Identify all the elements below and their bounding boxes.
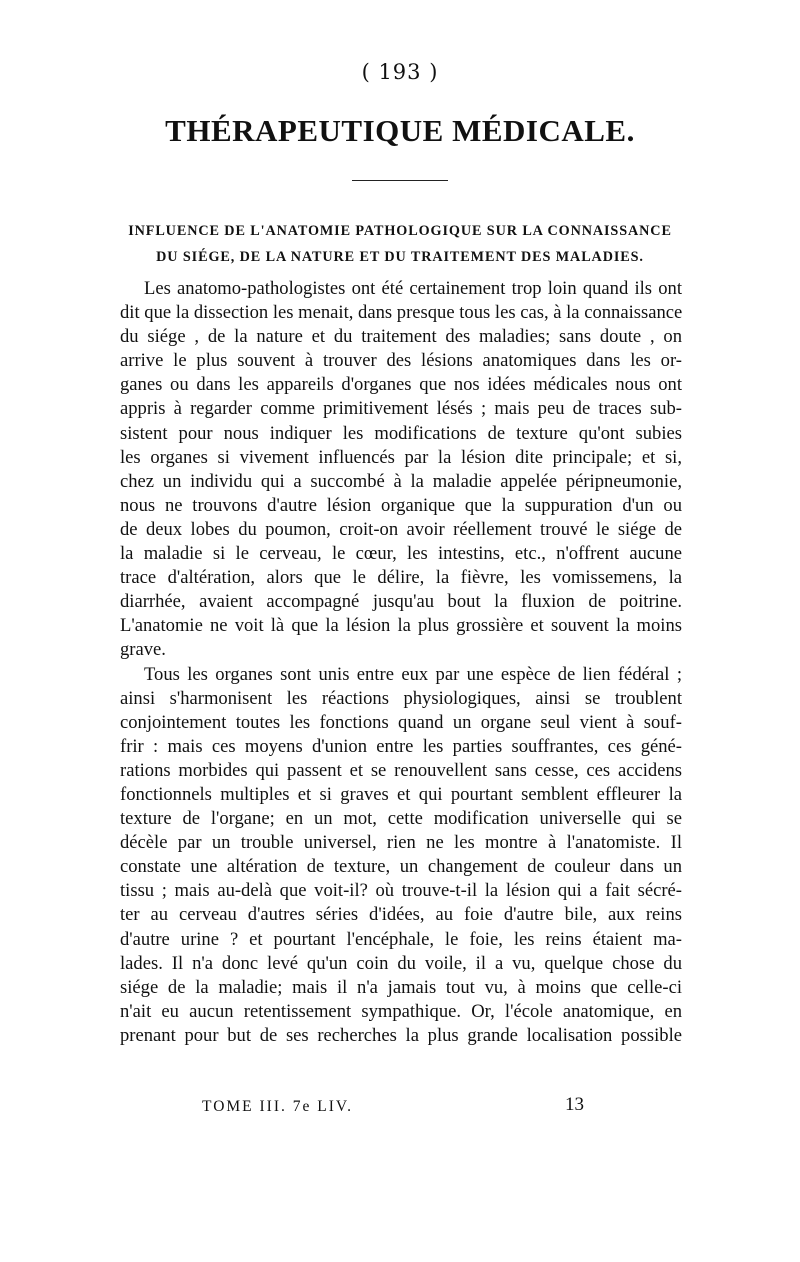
text-line: grave. bbox=[120, 639, 166, 661]
text-line: constate une altération de texture, un changement de couleur dans un bbox=[120, 856, 682, 878]
text-line: arrive le plus souvent à trouver des lésions anatomiques dans les or- bbox=[120, 350, 682, 372]
text-line: sistent pour nous indiquer les modifications de texture qu'ont subies bbox=[120, 422, 682, 444]
text-line: la maladie si le cerveau, le cœur, les intestins, etc., n'offrent aucune bbox=[120, 543, 682, 565]
text-line: du siége , de la nature et du traitement des maladies; sans doute , on bbox=[120, 326, 682, 348]
text-line: conjointement toutes les fonctions quand un organe seul vient à souf- bbox=[120, 711, 682, 733]
signature-mark: 13 bbox=[565, 1094, 584, 1115]
text-line: rations morbides qui passent et se renouvellent sans cesse, ces accidens bbox=[120, 759, 682, 781]
text-line: chez un individu qui a succombé à la maladie appelée péripneumonie, bbox=[120, 470, 682, 492]
text-line: n'ait eu aucun retentissement sympathique. Or, l'école anatomique, en bbox=[120, 1000, 682, 1022]
text-line: dit que la dissection les menait, dans presque tous les cas, à la connaissance bbox=[120, 302, 683, 324]
text-line: L'anatomie ne voit là que la lésion la plus grossière et souvent la moins bbox=[120, 615, 682, 637]
title-divider bbox=[352, 180, 448, 181]
text-line: Tous les organes sont unis entre eux par une espèce de lien fédéral ; bbox=[144, 663, 682, 685]
text-line: ganes ou dans les appareils d'organes que nos idées médicales nous ont bbox=[120, 374, 682, 396]
article-heading-line: INFLUENCE DE L'ANATOMIE PATHOLOGIQUE SUR LA CONNAISSANCE bbox=[128, 223, 672, 239]
text-line: tissu ; mais au-delà que voit-il? où trouve-t-il la lésion qui a fait sécré- bbox=[120, 880, 682, 902]
text-line: fonctionnels multiples et si graves et qui pourtant semblent effleurer la bbox=[120, 783, 682, 805]
text-line: de deux lobes du poumon, croit-on avoir réellement trouvé le siége de bbox=[120, 518, 682, 540]
text-line: appris à regarder comme primitivement lésés ; mais peu de traces sub- bbox=[120, 398, 682, 420]
text-line: Les anatomo-pathologistes ont été certainement trop loin quand ils ont bbox=[144, 278, 682, 299]
text-line: ainsi s'harmonisent les réactions physiologiques, ainsi se troublent bbox=[120, 687, 682, 709]
text-line: lades. Il n'a donc levé qu'un coin du voile, il a vu, quelque chose du bbox=[120, 952, 682, 974]
text-line: trace d'altération, alors que le délire, la fièvre, les vomissemens, la bbox=[120, 567, 682, 589]
section-title: THÉRAPEUTIQUE MÉDICALE. bbox=[165, 113, 635, 148]
text-line: frir : mais ces moyens d'union entre les parties souffrantes, ces géné- bbox=[120, 735, 682, 757]
article-heading-line: DU SIÉGE, DE LA NATURE ET DU TRAITEMENT DES MALADIES. bbox=[156, 249, 644, 265]
text-line: diarrhée, avaient accompagné jusqu'au bout la fluxion de poitrine. bbox=[120, 591, 682, 613]
text-line: siége de la maladie; mais il n'a jamais tout vu, à moins que celle-ci bbox=[120, 976, 682, 998]
volume-label: TOME III. 7e LIV. bbox=[202, 1098, 353, 1115]
page-number: ( 193 ) bbox=[361, 60, 439, 84]
body-text bbox=[120, 277, 682, 1048]
text-line: nous ne trouvons d'autre lésion organique que la suppuration d'un ou bbox=[120, 494, 682, 516]
article-heading bbox=[120, 218, 680, 270]
text-line: les organes si vivement influencés par la lésion dite principale; et si, bbox=[120, 446, 682, 468]
text-line: décèle par un trouble universel, rien ne les montre à l'anatomiste. Il bbox=[120, 832, 682, 854]
text-line: d'autre urine ? et pourtant l'encéphale, le foie, les reins étaient ma- bbox=[120, 928, 682, 950]
text-line: texture de l'organe; en un mot, cette modification universelle qui se bbox=[120, 808, 682, 830]
text-line: ter au cerveau d'autres séries d'idées, au foie d'autre bile, aux reins bbox=[120, 904, 682, 926]
text-line: prenant pour but de ses recherches la plus grande localisation possible bbox=[120, 1024, 682, 1046]
